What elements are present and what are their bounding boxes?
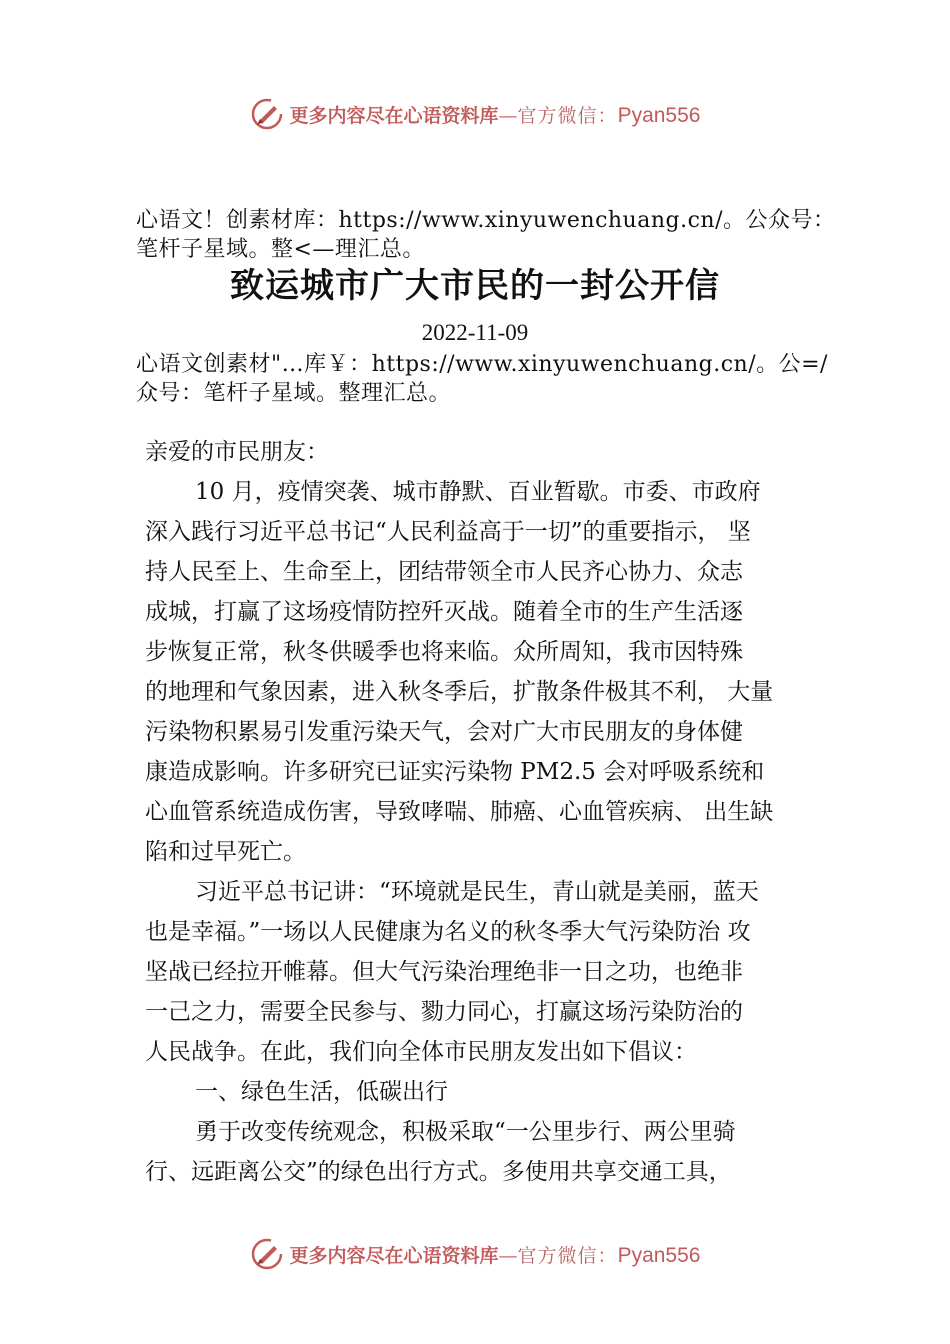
watermark-note-bottom: 心语文创素材"…库￥：https://www.xinyuwenchuang.cn/。公=/众号：笔杆子星域。整理汇总。 [136,352,828,406]
document-title: 致运城市广大市民的一封公开信 [230,266,720,306]
watermark-note-top: 心语文！创素材库：https://www.xinyuwenchuang.cn/。公众号：笔杆子星域。整<—理汇总。 [136,208,836,262]
banner-main-text: 更多内容尽在心语资料库 [289,104,499,127]
body-line: 深入践行习近平总书记“人民利益高于一切”的重要指示， 坚 [145,519,751,545]
library-logo-icon [250,1237,284,1271]
body-line: 亲爱的市民朋友： [145,439,329,465]
body-line: 心血管系统造成伤害，导致哮喘、肺癌、心血管疾病、 出生缺 [145,799,774,825]
body-line: 一己之力，需要全民参与、勠力同心，打赢这场污染防治的 [145,999,743,1025]
library-logo-icon [250,97,284,131]
body-line: 的地理和气象因素，进入秋冬季后，扩散条件极其不利， 大量 [145,679,774,705]
banner-wechat-id: Pyan556 [617,1243,701,1267]
body-line: 步恢复正常，秋冬供暖季也将来临。众所周知，我市因特殊 [145,639,743,665]
body-line: 康造成影响。许多研究已证实污染物 PM2.5 会对呼吸系统和 [145,759,765,785]
body-line: 也是幸福。”一场以人民健康为名义的秋冬季大气污染防治 攻 [145,919,751,945]
body-line: 10 月，疫情突袭、城市静默、百业暂歇。市委、市政府 [195,479,761,505]
banner-wechat-id: Pyan556 [617,103,701,127]
body-line: 成城，打赢了这场疫情防控歼灭战。随着全市的生产生活逐 [145,599,743,625]
banner-separator: — [498,104,518,127]
body-line: 污染物积累易引发重污染天气，会对广大市民朋友的身体健 [145,719,743,745]
banner-text [290,1241,701,1268]
header-banner [0,94,950,134]
body-line: 坚战已经拉开帷幕。但大气污染治理绝非一日之功，也绝非 [145,959,743,985]
body-line: 人民战争。在此，我们向全体市民朋友发出如下倡议： [145,1039,697,1065]
banner-wechat-label: 官方微信： [517,1244,618,1267]
banner-separator: — [498,1244,518,1267]
banner-text [290,101,701,128]
body-line: 勇于改变传统观念，积极采取“一公里步行、两公里骑 [195,1119,736,1145]
banner-main-text: 更多内容尽在心语资料库 [289,1244,499,1267]
body-line: 陷和过早死亡。 [145,839,306,865]
body-line: 习近平总书记讲：“环境就是民生，青山就是美丽，蓝天 [195,879,759,905]
banner-wechat-label: 官方微信： [517,104,618,127]
body-line: 一、绿色生活，低碳出行 [195,1079,448,1105]
body-line: 持人民至上、生命至上，团结带领全市人民齐心协力、众志 [145,559,743,585]
footer-banner [0,1234,950,1274]
document-date: 2022-11-09 [421,320,529,345]
letter-body [145,432,820,1192]
body-line: 行、远距离公交”的绿色出行方式。多使用共享交通工具， [145,1159,732,1185]
